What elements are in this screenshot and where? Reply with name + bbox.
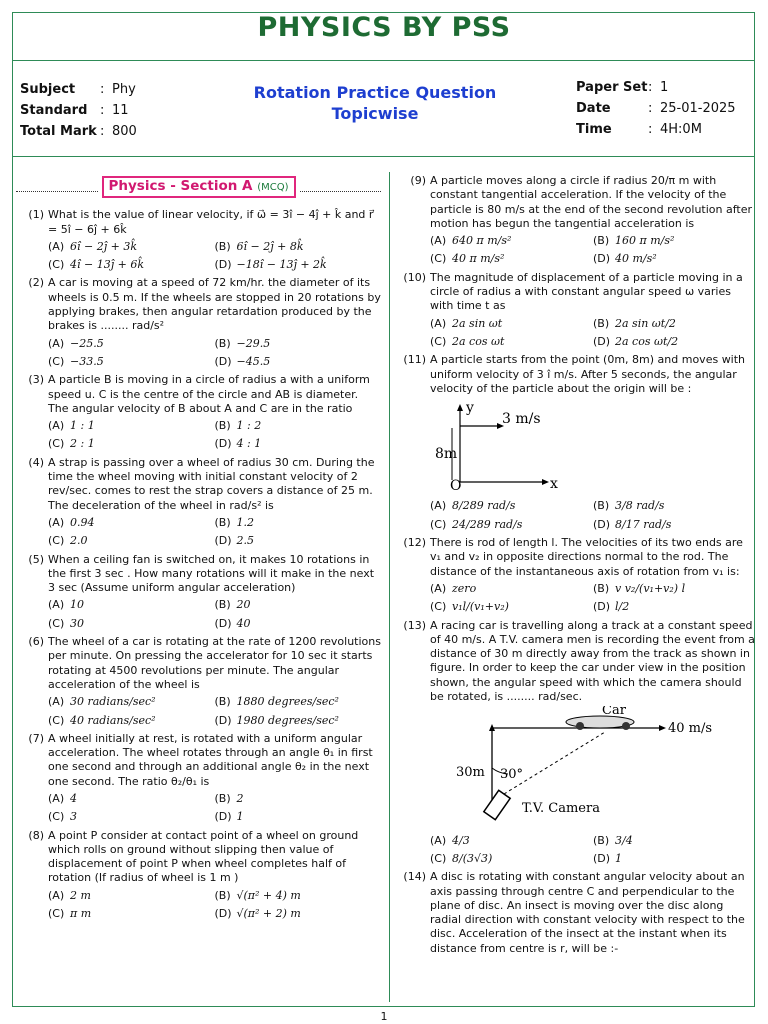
option-letter: (D) bbox=[593, 252, 611, 266]
option-letter: (A) bbox=[430, 833, 447, 847]
answer-option bbox=[48, 810, 215, 824]
option-text: 10 bbox=[70, 598, 84, 612]
option-text: 8/17 rad/s bbox=[615, 517, 672, 531]
option-text: 8/(3√3) bbox=[452, 851, 493, 865]
answer-option bbox=[215, 516, 382, 530]
option-text: 2 m bbox=[70, 888, 91, 902]
option-letter: (B) bbox=[214, 888, 231, 902]
answer-option bbox=[593, 518, 756, 532]
option-letter: (B) bbox=[214, 515, 231, 529]
option-text: 6î − 2ĵ + 3k̂ bbox=[70, 239, 138, 253]
question bbox=[398, 174, 756, 267]
page-title: PHYSICS BY PSS bbox=[257, 12, 511, 43]
option-letter: (B) bbox=[214, 336, 231, 350]
question-number: (6) bbox=[28, 635, 44, 649]
question-text: A car is moving at a speed of 72 km/hr. the diameter of its wheels is 0.5 m. If the wheels are stopped in 20 rotations by applying brakes, then angular retardation produced by the brakes is ........ rad/s² bbox=[48, 276, 381, 333]
option-letter: (B) bbox=[214, 419, 231, 433]
answer-option bbox=[48, 598, 215, 612]
answer-option bbox=[215, 810, 382, 824]
question-text: A disc is rotating with constant angular velocity about an axis passing through centre C and perpendicular to the plane of disc. An insect is moving over the disc along radial direction with constant velocity with respect to the disc. Acceleration of the insect at the instant when its distance from centre is r, will be :- bbox=[430, 870, 745, 955]
option-letter: (D) bbox=[214, 907, 232, 921]
answer-option bbox=[215, 534, 382, 548]
answer-option bbox=[215, 714, 382, 728]
question bbox=[398, 870, 756, 956]
option-text: 4î − 13ĵ + 6k̂ bbox=[70, 258, 145, 272]
figure-11 bbox=[430, 398, 600, 490]
question-number: (1) bbox=[28, 208, 44, 222]
meta-key: Paper Set bbox=[576, 80, 648, 95]
option-text: 2.0 bbox=[70, 534, 88, 548]
option-text: 40 π m/s² bbox=[452, 252, 505, 266]
question-number: (8) bbox=[28, 828, 44, 842]
option-text: 2a sin ωt/2 bbox=[615, 316, 676, 330]
answer-option bbox=[48, 907, 215, 921]
option-text: 20 bbox=[236, 598, 251, 612]
question-text: What is the value of linear velocity, if ω⃗ = 3î − 4ĵ + k̂ and r⃗ = 5î − 6ĵ + 6k̂ bbox=[48, 208, 374, 236]
title-divider bbox=[12, 60, 755, 61]
answer-option bbox=[215, 419, 382, 433]
option-text: 1980 degrees/sec² bbox=[236, 713, 339, 727]
option-text: zero bbox=[452, 581, 477, 595]
option-letter: (C) bbox=[48, 616, 65, 630]
option-text: 0.94 bbox=[70, 515, 95, 529]
option-text: 2a cos ωt/2 bbox=[615, 334, 679, 348]
answer-option bbox=[593, 234, 756, 248]
answer-option bbox=[215, 889, 382, 903]
answer-option bbox=[593, 317, 756, 331]
question-text: A strap is passing over a wheel of radius 30 cm. During the time the wheel moving with initial constant velocity of 2 rev/sec. comes to rest the strap covers a distance of 25 m. The deceleration of the wheel in rad/s² is bbox=[48, 455, 375, 512]
option-text: 3 bbox=[70, 810, 77, 824]
height-label: 8m bbox=[435, 446, 458, 463]
option-letter: (A) bbox=[48, 888, 65, 902]
option-letter: (B) bbox=[593, 499, 610, 513]
option-text: 160 π m/s² bbox=[615, 234, 675, 248]
option-text: 40 m/s² bbox=[615, 252, 657, 266]
section-label: Physics - Section A (MCQ) bbox=[102, 176, 296, 198]
answer-option bbox=[215, 240, 382, 254]
option-text: 1 bbox=[615, 851, 622, 865]
option-letter: (D) bbox=[214, 354, 232, 368]
answer-option bbox=[430, 234, 593, 248]
option-letter: (A) bbox=[430, 499, 447, 513]
option-letter: (A) bbox=[430, 581, 447, 595]
answer-option bbox=[430, 252, 593, 266]
section-heading bbox=[16, 176, 381, 198]
option-text: 2 bbox=[236, 791, 244, 805]
option-text: 640 π m/s² bbox=[452, 234, 512, 248]
right-column bbox=[398, 174, 756, 960]
option-letter: (D) bbox=[214, 437, 232, 451]
answer-option bbox=[215, 437, 382, 451]
answer-option bbox=[48, 240, 215, 254]
option-text: −33.5 bbox=[70, 354, 104, 368]
left-column bbox=[16, 172, 381, 925]
answer-option bbox=[593, 834, 756, 848]
answer-option bbox=[48, 355, 215, 369]
option-letter: (C) bbox=[48, 354, 65, 368]
distance-label: 30m bbox=[456, 765, 485, 781]
option-letter: (D) bbox=[593, 600, 611, 614]
option-text: 30 bbox=[70, 616, 84, 630]
page-number: 1 bbox=[380, 1010, 388, 1023]
header-divider bbox=[12, 156, 755, 157]
answer-option bbox=[593, 600, 756, 614]
option-letter: (B) bbox=[593, 833, 610, 847]
car-label: Car bbox=[602, 706, 626, 719]
option-text: 4/3 bbox=[452, 833, 470, 847]
option-letter: (C) bbox=[48, 437, 65, 451]
option-letter: (D) bbox=[214, 810, 232, 824]
option-letter: (A) bbox=[430, 234, 447, 248]
velocity-label: 3 m/s bbox=[502, 411, 541, 428]
answer-option bbox=[215, 695, 382, 709]
option-letter: (C) bbox=[430, 517, 447, 531]
question bbox=[398, 619, 756, 867]
answer-option bbox=[593, 252, 756, 266]
meta-left: Subject : Phy Standard : 11 Total Mark : 800 bbox=[20, 79, 137, 142]
question-text: The wheel of a car is rotating at the rate of 1200 revolutions per minute. On pressing the accelerator for 10 sec it starts rotating at 4500 revolutions per minute. The angular acceleration of the wheel is bbox=[48, 635, 381, 691]
answer-option bbox=[430, 317, 593, 331]
y-axis-label: y bbox=[466, 400, 474, 417]
option-text: 3/8 rad/s bbox=[615, 499, 665, 513]
meta-value: 11 bbox=[112, 103, 129, 118]
question bbox=[16, 456, 381, 549]
option-letter: (C) bbox=[430, 252, 447, 266]
question-number: (14) bbox=[403, 870, 426, 884]
meta-key: Time bbox=[576, 122, 612, 137]
question bbox=[16, 208, 381, 272]
option-letter: (C) bbox=[48, 907, 65, 921]
option-letter: (D) bbox=[593, 334, 611, 348]
question-number: (5) bbox=[28, 552, 44, 566]
option-letter: (D) bbox=[214, 534, 232, 548]
question-number: (10) bbox=[403, 270, 426, 284]
option-text: 2a cos ωt bbox=[452, 334, 505, 348]
meta-value: 1 bbox=[660, 80, 669, 95]
option-text: π m bbox=[70, 907, 92, 921]
option-letter: (C) bbox=[48, 713, 65, 727]
answer-option bbox=[215, 617, 382, 631]
answer-option bbox=[215, 907, 382, 921]
answer-option bbox=[215, 258, 382, 272]
question-text: A particle starts from the point (0m, 8m) and moves with uniform velocity of 3 î m/s. After 5 seconds, the angular velocity of the particle about the origin will be : bbox=[430, 353, 746, 395]
option-letter: (A) bbox=[48, 419, 65, 433]
option-text: 2.5 bbox=[236, 534, 254, 548]
option-letter: (B) bbox=[214, 598, 231, 612]
meta-key: Date bbox=[576, 101, 611, 116]
option-letter: (D) bbox=[214, 258, 232, 272]
meta-right: Paper Set : 1 Date : 25-01-2025 Time : 4H:0M bbox=[576, 77, 736, 140]
answer-option bbox=[48, 617, 215, 631]
option-text: v v₂/(v₁+v₂) l bbox=[615, 581, 686, 595]
camera-label: T.V. Camera bbox=[522, 801, 600, 817]
answer-option bbox=[48, 419, 215, 433]
option-text: 1 : 1 bbox=[70, 419, 95, 433]
question-number: (11) bbox=[403, 353, 426, 367]
answer-option bbox=[593, 852, 756, 866]
question bbox=[16, 635, 381, 728]
answer-option bbox=[48, 714, 215, 728]
option-letter: (C) bbox=[48, 534, 65, 548]
option-text: √(π² + 4) m bbox=[236, 888, 301, 902]
question-text: The magnitude of displacement of a particle moving in a circle of radius a with constant angular speed ω varies with time t as bbox=[430, 270, 743, 313]
answer-option bbox=[430, 582, 593, 596]
question-number: (4) bbox=[28, 455, 44, 469]
option-letter: (B) bbox=[214, 791, 231, 805]
option-letter: (A) bbox=[48, 598, 65, 612]
question-text: A particle moves along a circle if radius 20/π m with constant tangential acceleration. If the velocity of the particle is 80 m/s at the end of the second revolution after motion has begun the tangential acceleration is bbox=[430, 174, 753, 230]
question-text: When a ceiling fan is switched on, it makes 10 rotations in the first 3 sec . How many rotations will it make in the next 3 sec (Assume uniform angular acceleration) bbox=[48, 552, 375, 595]
option-text: 1 bbox=[236, 810, 244, 824]
meta-key: Standard bbox=[20, 103, 88, 118]
option-letter: (A) bbox=[48, 336, 65, 350]
option-letter: (D) bbox=[593, 851, 611, 865]
option-letter: (C) bbox=[430, 600, 447, 614]
meta-value: Phy bbox=[112, 82, 136, 97]
question bbox=[398, 536, 756, 614]
answer-option bbox=[430, 852, 593, 866]
meta-key: Subject bbox=[20, 82, 76, 97]
option-text: 40 radians/sec² bbox=[70, 713, 156, 727]
question-number: (13) bbox=[403, 618, 426, 632]
option-letter: (A) bbox=[48, 695, 65, 709]
option-text: 40 bbox=[236, 616, 251, 630]
question-number: (2) bbox=[28, 276, 44, 290]
answer-option bbox=[430, 518, 593, 532]
meta-value: 25-01-2025 bbox=[660, 101, 736, 116]
answer-option bbox=[430, 335, 593, 349]
option-letter: (A) bbox=[48, 239, 65, 253]
meta-value: 800 bbox=[112, 124, 137, 139]
option-letter: (C) bbox=[430, 851, 447, 865]
angle-label: 30° bbox=[500, 767, 524, 783]
question-text: A particle B is moving in a circle of radius a with a uniform speed u. C is the centre of the circle and AB is diameter. The angular velocity of B about A and C are in the ratio bbox=[48, 373, 370, 415]
answer-option bbox=[430, 499, 593, 513]
paper-title bbox=[230, 82, 520, 124]
question-text: A point P consider at contact point of a wheel on ground which rolls on ground without slipping then value of displacement of point P when wheel completes half of rotation (If radius of wheel is 1 m ) bbox=[48, 828, 359, 885]
option-letter: (D) bbox=[593, 517, 611, 531]
option-letter: (B) bbox=[593, 581, 610, 595]
question-number: (12) bbox=[403, 536, 426, 550]
question-number: (9) bbox=[410, 174, 426, 187]
option-letter: (B) bbox=[593, 316, 610, 330]
figure-13 bbox=[430, 706, 730, 824]
paper-title-line: Rotation Practice Question bbox=[253, 83, 497, 102]
answer-option bbox=[593, 335, 756, 349]
paper-title-line: Topicwise bbox=[331, 104, 419, 123]
question bbox=[16, 553, 381, 631]
section-tag: (MCQ) bbox=[257, 182, 289, 193]
answer-option bbox=[215, 598, 382, 612]
answer-option bbox=[48, 889, 215, 903]
column-divider bbox=[389, 172, 390, 1002]
answer-option bbox=[215, 337, 382, 351]
option-text: −18î − 13ĵ + 2k̂ bbox=[236, 258, 327, 272]
option-text: −25.5 bbox=[70, 336, 104, 350]
option-text: l/2 bbox=[615, 600, 630, 614]
option-letter: (B) bbox=[214, 695, 231, 709]
option-text: 30 radians/sec² bbox=[70, 695, 156, 709]
option-letter: (C) bbox=[48, 258, 65, 272]
option-letter: (A) bbox=[48, 515, 65, 529]
option-text: 4 bbox=[70, 791, 77, 805]
answer-option bbox=[48, 695, 215, 709]
answer-option bbox=[48, 534, 215, 548]
answer-option bbox=[430, 834, 593, 848]
option-text: 6î − 2ĵ + 8k̂ bbox=[236, 239, 304, 253]
answer-option bbox=[430, 600, 593, 614]
question bbox=[16, 732, 381, 825]
answer-option bbox=[48, 337, 215, 351]
answer-option bbox=[593, 499, 756, 513]
question bbox=[16, 829, 381, 922]
answer-option bbox=[593, 582, 756, 596]
answer-option bbox=[48, 516, 215, 530]
question bbox=[16, 373, 381, 451]
x-axis-label: x bbox=[550, 476, 558, 491]
option-text: 24/289 rad/s bbox=[452, 517, 523, 531]
option-letter: (D) bbox=[214, 616, 232, 630]
option-text: 1880 degrees/sec² bbox=[236, 695, 339, 709]
option-text: 2 : 1 bbox=[70, 437, 95, 451]
answer-option bbox=[48, 792, 215, 806]
option-text: 8/289 rad/s bbox=[452, 499, 516, 513]
speed-label: 40 m/s bbox=[668, 721, 713, 737]
question bbox=[398, 353, 756, 532]
question-number: (3) bbox=[28, 373, 44, 387]
question-text: A racing car is travelling along a track at a constant speed of 40 m/s. A T.V. camera men is recording the event from a distance of 30 m directly away from the track as shown in figure. In order to keep the car under view in the position shown, the angular speed with which the camera should be rotated, is ........ rad/sec. bbox=[430, 618, 755, 704]
question-text: A wheel initially at rest, is rotated with a uniform angular acceleration. The wheel rotates through an angle θ₁ in first one second and through an additional angle θ₂ in the next one second. The ratio θ₂/θ₁ is bbox=[48, 731, 373, 788]
option-text: −45.5 bbox=[236, 354, 271, 368]
option-text: 1 : 2 bbox=[236, 419, 262, 433]
answer-option bbox=[215, 355, 382, 369]
meta-key: Total Mark bbox=[20, 124, 97, 139]
option-letter: (D) bbox=[214, 713, 232, 727]
option-letter: (B) bbox=[593, 234, 610, 248]
option-text: −29.5 bbox=[236, 336, 271, 350]
option-letter: (B) bbox=[214, 239, 231, 253]
question bbox=[398, 271, 756, 349]
answer-option bbox=[215, 792, 382, 806]
answer-option bbox=[48, 437, 215, 451]
option-text: √(π² + 2) m bbox=[236, 907, 301, 921]
option-text: 2a sin ωt bbox=[452, 316, 503, 330]
option-letter: (C) bbox=[48, 810, 65, 824]
answer-option bbox=[48, 258, 215, 272]
option-text: 1.2 bbox=[236, 515, 254, 529]
origin-label: O bbox=[450, 478, 462, 491]
option-letter: (A) bbox=[430, 316, 447, 330]
question bbox=[16, 276, 381, 369]
question-text: There is rod of length l. The velocities of its two ends are v₁ and v₂ in opposite directions normal to the rod. The distance of the instantaneous axis of rotation from v₁ is: bbox=[430, 536, 743, 578]
option-text: v₁l/(v₁+v₂) bbox=[452, 600, 509, 614]
question-number: (7) bbox=[28, 731, 44, 745]
option-text: 3/4 bbox=[615, 833, 633, 847]
option-letter: (A) bbox=[48, 791, 65, 805]
option-letter: (C) bbox=[430, 334, 447, 348]
option-text: 4 : 1 bbox=[236, 437, 262, 451]
meta-value: 4H:0M bbox=[660, 122, 702, 137]
